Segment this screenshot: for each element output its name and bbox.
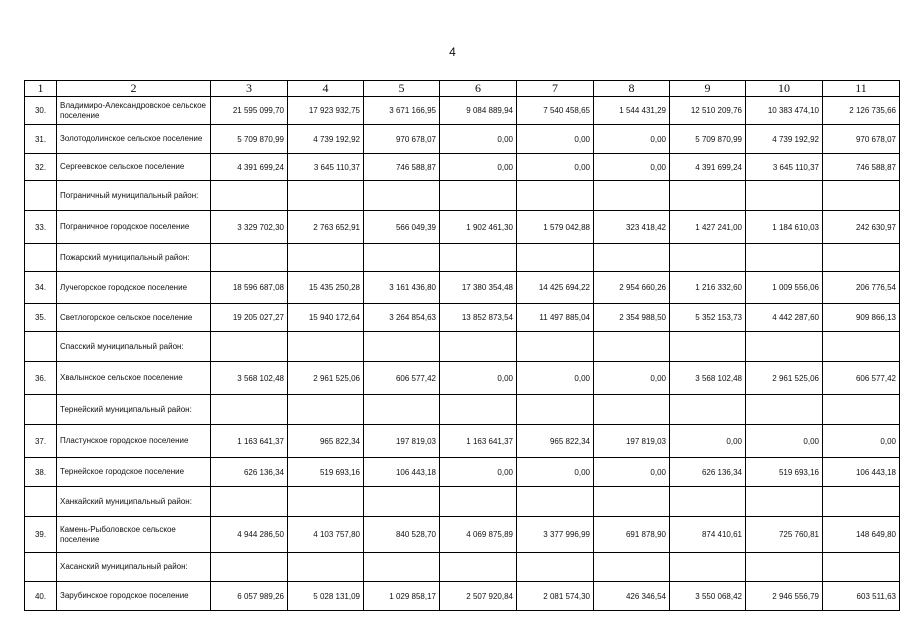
value-cell: 1 163 641,37 [440, 425, 517, 458]
value-cell: 206 776,54 [823, 272, 900, 304]
table-row [25, 517, 900, 553]
value-cell: 965 822,34 [288, 425, 364, 458]
value-cell: 603 511,63 [823, 582, 900, 611]
district-heading-row [25, 332, 900, 362]
value-cell: 519 693,16 [746, 458, 823, 487]
settlement-name: Зарубинское городское поселение [57, 582, 211, 611]
value-cell: 17 923 932,75 [288, 97, 364, 125]
value-cell: 0,00 [517, 362, 594, 395]
value-cell: 970 678,07 [364, 125, 440, 154]
column-header: 3 [211, 81, 288, 97]
value-cell: 4 069 875,89 [440, 517, 517, 553]
budget-table [24, 80, 900, 611]
value-cell: 1 029 858,17 [364, 582, 440, 611]
value-cell: 0,00 [440, 458, 517, 487]
value-cell: 0,00 [594, 125, 670, 154]
district-name: Пограничный муниципальный район: [57, 181, 211, 211]
district-name: Тернейский муниципальный район: [57, 395, 211, 425]
value-cell: 725 760,81 [746, 517, 823, 553]
column-header: 9 [670, 81, 746, 97]
value-cell: 1 544 431,29 [594, 97, 670, 125]
value-cell: 0,00 [746, 425, 823, 458]
value-cell: 197 819,03 [364, 425, 440, 458]
value-cell: 3 568 102,48 [211, 362, 288, 395]
value-cell: 0,00 [594, 154, 670, 181]
value-cell: 17 380 354,48 [440, 272, 517, 304]
settlement-name: Пограничное городское поселение [57, 211, 211, 244]
column-header: 1 [25, 81, 57, 97]
value-cell: 1 902 461,30 [440, 211, 517, 244]
column-header: 5 [364, 81, 440, 97]
value-cell: 0,00 [594, 362, 670, 395]
value-cell: 3 645 110,37 [288, 154, 364, 181]
table-row [25, 211, 900, 244]
value-cell: 1 163 641,37 [211, 425, 288, 458]
value-cell: 965 822,34 [517, 425, 594, 458]
value-cell: 2 507 920,84 [440, 582, 517, 611]
district-heading-row [25, 181, 900, 211]
table-row [25, 97, 900, 125]
table-row [25, 362, 900, 395]
row-index: 35. [25, 304, 57, 332]
settlement-name: Светлогорское сельское поселение [57, 304, 211, 332]
value-cell: 519 693,16 [288, 458, 364, 487]
value-cell: 1 009 556,06 [746, 272, 823, 304]
value-cell: 148 649,80 [823, 517, 900, 553]
district-name: Ханкайский муниципальный район: [57, 487, 211, 517]
value-cell: 0,00 [517, 125, 594, 154]
value-cell: 840 528,70 [364, 517, 440, 553]
value-cell: 1 216 332,60 [670, 272, 746, 304]
settlement-name: Сергеевское сельское поселение [57, 154, 211, 181]
value-cell: 3 329 702,30 [211, 211, 288, 244]
value-cell: 0,00 [440, 125, 517, 154]
value-cell: 566 049,39 [364, 211, 440, 244]
row-index: 39. [25, 517, 57, 553]
value-cell: 626 136,34 [670, 458, 746, 487]
value-cell: 7 540 458,65 [517, 97, 594, 125]
row-index: 31. [25, 125, 57, 154]
district-heading-row [25, 553, 900, 582]
value-cell: 746 588,87 [823, 154, 900, 181]
value-cell: 13 852 873,54 [440, 304, 517, 332]
value-cell: 14 425 694,22 [517, 272, 594, 304]
value-cell: 626 136,34 [211, 458, 288, 487]
district-heading-row [25, 395, 900, 425]
value-cell: 2 763 652,91 [288, 211, 364, 244]
table-row [25, 582, 900, 611]
value-cell: 606 577,42 [823, 362, 900, 395]
value-cell: 970 678,07 [823, 125, 900, 154]
page-number: 4 [449, 45, 456, 59]
value-cell: 18 596 687,08 [211, 272, 288, 304]
value-cell: 21 595 099,70 [211, 97, 288, 125]
district-name: Спасский муниципальный район: [57, 332, 211, 362]
settlement-name: Камень-Рыболовское сельское поселение [57, 517, 211, 553]
value-cell: 1 184 610,03 [746, 211, 823, 244]
value-cell: 242 630,97 [823, 211, 900, 244]
value-cell: 4 391 699,24 [211, 154, 288, 181]
value-cell: 426 346,54 [594, 582, 670, 611]
value-cell: 3 671 166,95 [364, 97, 440, 125]
district-name: Пожарский муниципальный район: [57, 244, 211, 272]
settlement-name: Золотодолинское сельское поселение [57, 125, 211, 154]
row-index: 30. [25, 97, 57, 125]
value-cell: 5 352 153,73 [670, 304, 746, 332]
value-cell: 5 709 870,99 [211, 125, 288, 154]
value-cell: 909 866,13 [823, 304, 900, 332]
value-cell: 9 084 889,94 [440, 97, 517, 125]
value-cell: 12 510 209,76 [670, 97, 746, 125]
value-cell: 691 878,90 [594, 517, 670, 553]
value-cell: 4 944 286,50 [211, 517, 288, 553]
value-cell: 2 354 988,50 [594, 304, 670, 332]
value-cell: 0,00 [440, 362, 517, 395]
settlement-name: Тернейское городское поселение [57, 458, 211, 487]
value-cell: 6 057 989,26 [211, 582, 288, 611]
value-cell: 0,00 [517, 458, 594, 487]
column-header: 8 [594, 81, 670, 97]
row-index: 34. [25, 272, 57, 304]
value-cell: 5 709 870,99 [670, 125, 746, 154]
table-row [25, 425, 900, 458]
value-cell: 0,00 [517, 154, 594, 181]
column-header: 11 [823, 81, 900, 97]
settlement-name: Владимиро-Александровское сельское поселение [57, 97, 211, 125]
value-cell: 4 739 192,92 [746, 125, 823, 154]
value-cell: 2 126 735,66 [823, 97, 900, 125]
value-cell: 106 443,18 [364, 458, 440, 487]
value-cell: 606 577,42 [364, 362, 440, 395]
column-header: 10 [746, 81, 823, 97]
column-header: 7 [517, 81, 594, 97]
settlement-name: Пластунское городское поселение [57, 425, 211, 458]
row-index: 38. [25, 458, 57, 487]
value-cell: 4 739 192,92 [288, 125, 364, 154]
value-cell: 0,00 [823, 425, 900, 458]
district-heading-row [25, 244, 900, 272]
table-row [25, 272, 900, 304]
column-header: 4 [288, 81, 364, 97]
district-name: Хасанский муниципальный район: [57, 553, 211, 582]
value-cell: 323 418,42 [594, 211, 670, 244]
value-cell: 2 954 660,26 [594, 272, 670, 304]
value-cell: 0,00 [670, 425, 746, 458]
value-cell: 2 081 574,30 [517, 582, 594, 611]
value-cell: 4 442 287,60 [746, 304, 823, 332]
row-index: 37. [25, 425, 57, 458]
row-index: 33. [25, 211, 57, 244]
value-cell: 0,00 [594, 458, 670, 487]
table-row [25, 154, 900, 181]
value-cell: 3 264 854,63 [364, 304, 440, 332]
value-cell: 2 961 525,06 [746, 362, 823, 395]
settlement-name: Хвалынское сельское поселение [57, 362, 211, 395]
settlement-name: Лучегорское городское поселение [57, 272, 211, 304]
value-cell: 5 028 131,09 [288, 582, 364, 611]
value-cell: 4 103 757,80 [288, 517, 364, 553]
value-cell: 1 427 241,00 [670, 211, 746, 244]
row-index: 32. [25, 154, 57, 181]
value-cell: 11 497 885,04 [517, 304, 594, 332]
header-row [25, 81, 900, 97]
value-cell: 3 550 068,42 [670, 582, 746, 611]
row-index: 40. [25, 582, 57, 611]
value-cell: 106 443,18 [823, 458, 900, 487]
value-cell: 874 410,61 [670, 517, 746, 553]
value-cell: 15 435 250,28 [288, 272, 364, 304]
district-heading-row [25, 487, 900, 517]
value-cell: 3 645 110,37 [746, 154, 823, 181]
value-cell: 3 568 102,48 [670, 362, 746, 395]
value-cell: 197 819,03 [594, 425, 670, 458]
value-cell: 15 940 172,64 [288, 304, 364, 332]
value-cell: 2 961 525,06 [288, 362, 364, 395]
value-cell: 0,00 [440, 154, 517, 181]
value-cell: 19 205 027,27 [211, 304, 288, 332]
value-cell: 4 391 699,24 [670, 154, 746, 181]
value-cell: 3 377 996,99 [517, 517, 594, 553]
table-row [25, 125, 900, 154]
value-cell: 10 383 474,10 [746, 97, 823, 125]
value-cell: 746 588,87 [364, 154, 440, 181]
value-cell: 1 579 042,88 [517, 211, 594, 244]
value-cell: 2 946 556,79 [746, 582, 823, 611]
table-row [25, 304, 900, 332]
row-index: 36. [25, 362, 57, 395]
column-header: 2 [57, 81, 211, 97]
value-cell: 3 161 436,80 [364, 272, 440, 304]
column-header: 6 [440, 81, 517, 97]
table-row [25, 458, 900, 487]
